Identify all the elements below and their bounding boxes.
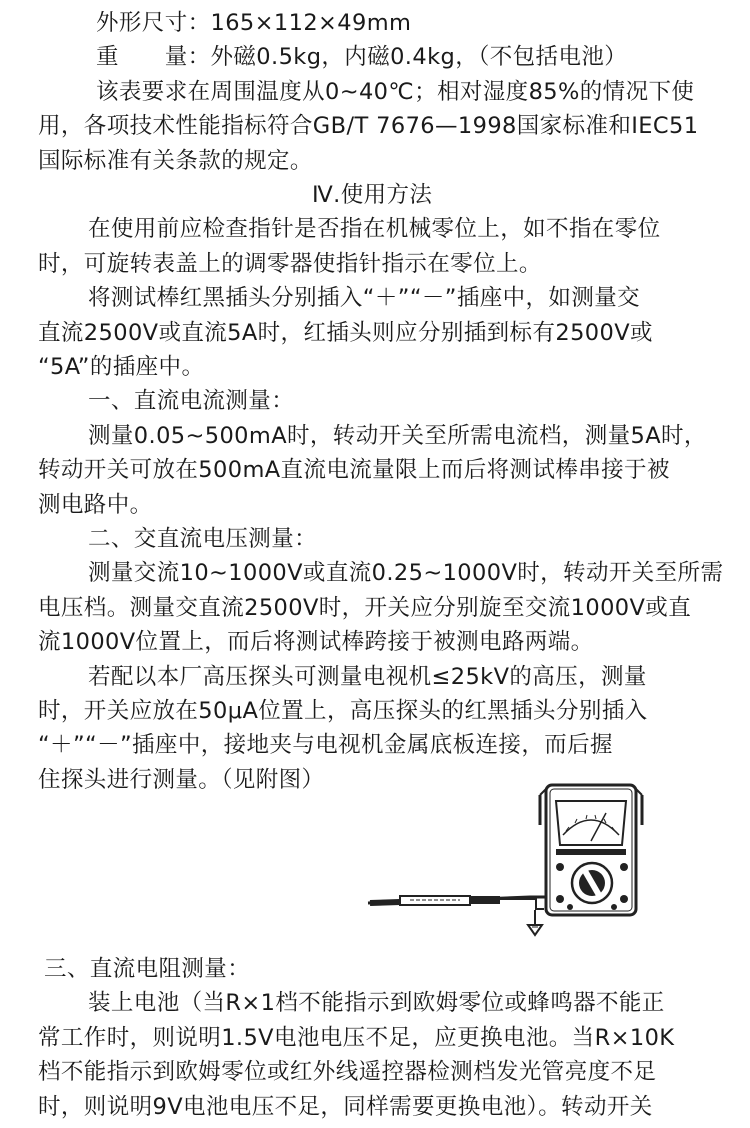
text-line: 电压档。测量交直流2500V时，开关应分别旋至交流1000V或直 <box>38 595 692 621</box>
text-line: 测量0.05~500mA时，转动开关至所需电流档，测量5A时， <box>88 423 707 449</box>
text-line: 重 量：外磁0.5kg，内磁0.4kg，（不包括电池） <box>96 44 628 70</box>
text-line: 常工作时，则说明1.5V电池电压不足，应更换电池。当R×10K <box>38 1025 675 1051</box>
subsection-heading: 三、直流电阻测量： <box>44 956 251 982</box>
text-line: 转动开关可放在500mA直流电流量限上而后将测试棒串接于被 <box>38 457 670 483</box>
text-line: 直流2500V或直流5A时，红插头则应分别插到标有2500V或 <box>38 320 653 346</box>
text-line: 在使用前应检查指针是否指在机械零位上，如不指在零位 <box>88 216 661 242</box>
subsection-heading: 一、直流电流测量： <box>88 388 295 414</box>
text-line: 住探头进行测量。（见附图） <box>38 767 325 793</box>
text-line: 流1000V位置上，而后将测试棒跨接于被测电路两端。 <box>38 629 594 655</box>
text-line: 国际标准有关条款的规定。 <box>38 148 313 174</box>
multimeter-illustration <box>360 775 660 950</box>
text-line: 装上电池（当R×1档不能指示到欧姆零位或蜂鸣器不能正 <box>88 990 665 1016</box>
text-line: 档不能指示到欧姆零位或红外线遥控器检测档发光管亮度不足 <box>38 1059 657 1085</box>
text-line: “＋”“－”插座中，接地夹与电视机金属底板连接，而后握 <box>38 732 613 758</box>
text-line: “5A”的插座中。 <box>38 354 205 380</box>
text-line: 测电路中。 <box>38 492 153 518</box>
text-line: 测量交流10~1000V或直流0.25~1000V时，转动开关至所需 <box>88 560 724 586</box>
text-line: 若配以本厂高压探头可测量电视机≤25kV的高压，测量 <box>88 664 647 690</box>
section-heading: Ⅳ.使用方法 <box>312 182 433 208</box>
text-line: 时，开关应放在50μA位置上，高压探头的红黑插头分别插入 <box>38 698 648 724</box>
text-line: 时，可旋转表盖上的调零器使指针指示在零位上。 <box>38 251 542 277</box>
subsection-heading: 二、交直流电压测量： <box>88 526 318 552</box>
text-line: 该表要求在周围温度从0~40℃；相对湿度85%的情况下使 <box>96 79 695 105</box>
text-line: 外形尺寸：165×112×49mm <box>96 10 412 36</box>
text-line: 将测试棒红黑插头分别插入“＋”“－”插座中，如测量交 <box>88 285 641 311</box>
text-line: 用，各项技术性能指标符合GB/T 7676—1998国家标准和IEC51 <box>38 113 699 139</box>
text-line: 时，则说明9V电池电压不足，同样需要更换电池）。转动开关 <box>38 1094 653 1120</box>
